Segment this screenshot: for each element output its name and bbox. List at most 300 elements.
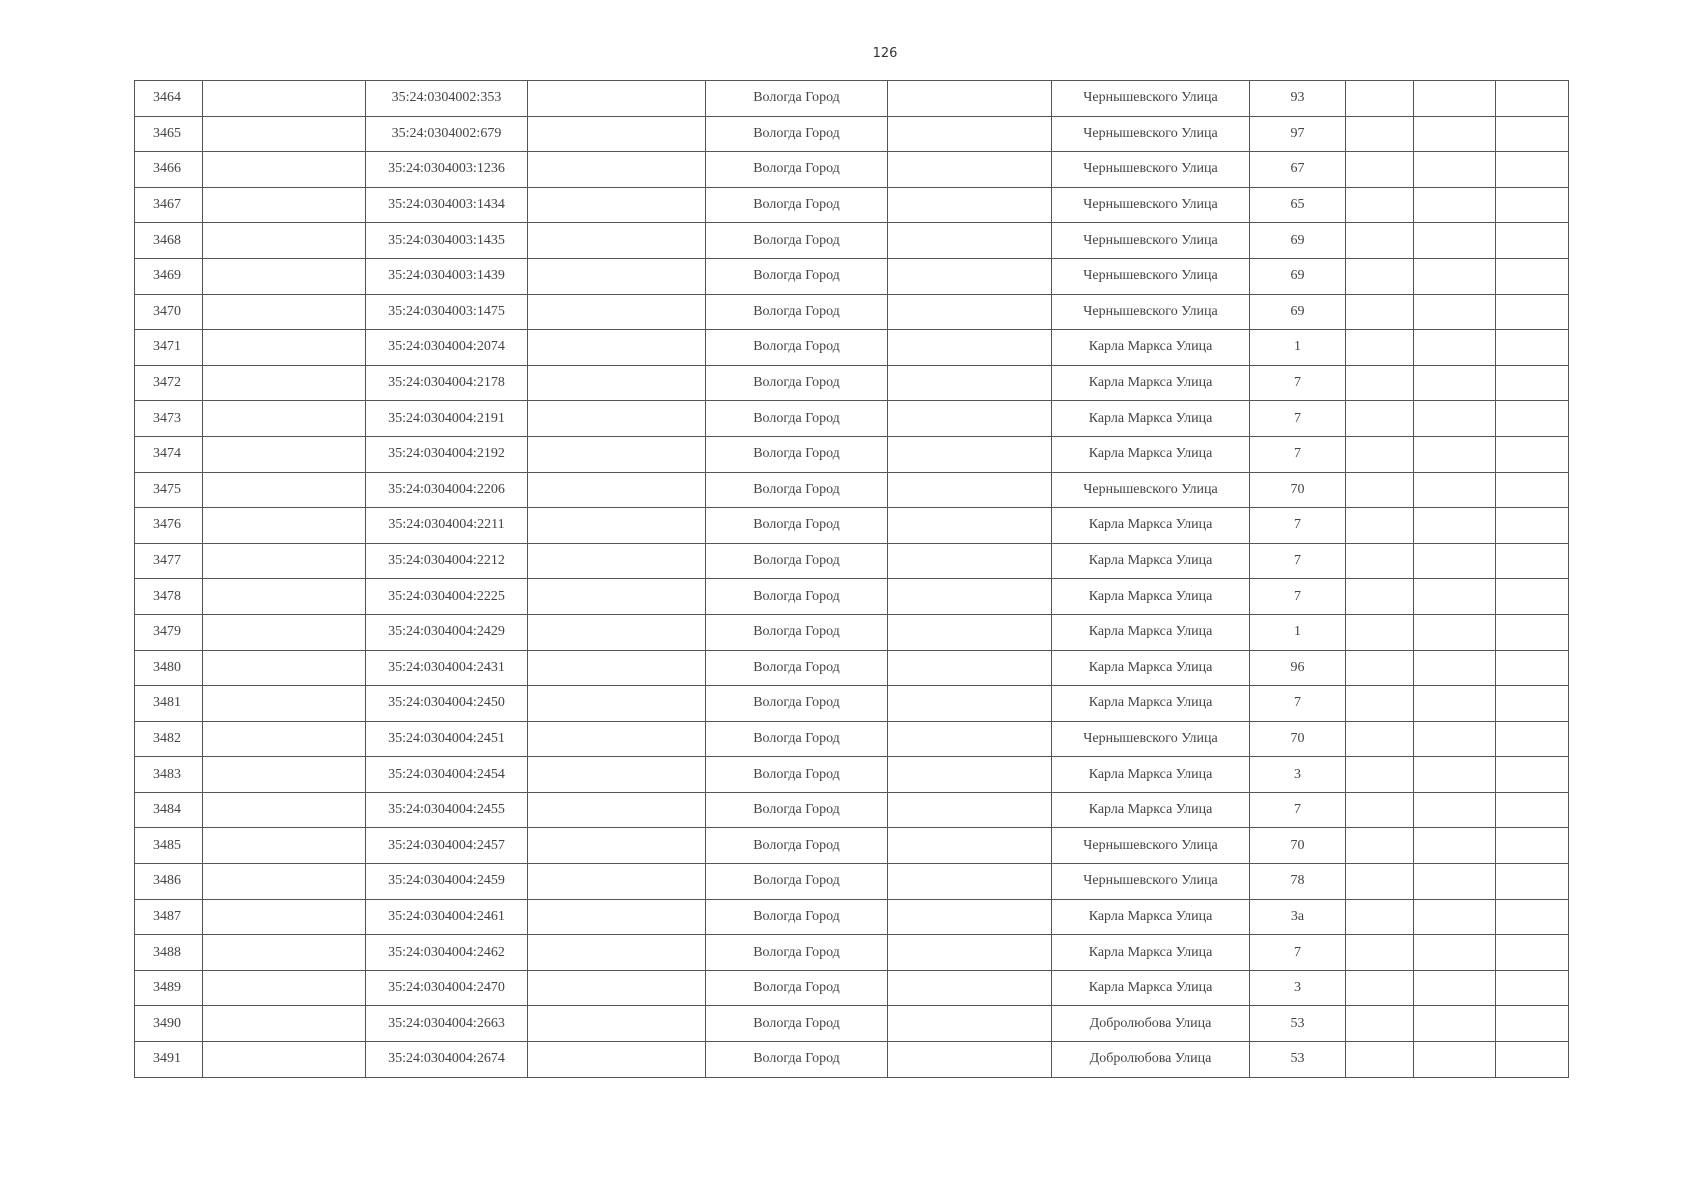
cell-empty-b [528,436,706,472]
cell-empty-a [203,579,366,615]
cell-empty-a [203,187,366,223]
cell-house-number: 69 [1250,223,1346,259]
cell-empty-c [888,116,1052,152]
cell-city: Вологда Город [706,1006,888,1042]
cell-empty-d [1346,258,1414,294]
cell-empty-e [1414,864,1496,900]
cell-empty-d [1346,81,1414,117]
cell-empty-a [203,152,366,188]
cell-city: Вологда Город [706,330,888,366]
cell-row-number: 3466 [135,152,203,188]
cell-empty-a [203,116,366,152]
cell-empty-c [888,686,1052,722]
cell-row-number: 3465 [135,116,203,152]
cell-empty-f [1496,258,1569,294]
cell-row-number: 3490 [135,1006,203,1042]
cell-city: Вологда Город [706,152,888,188]
cell-row-number: 3472 [135,365,203,401]
cell-street: Карла Маркса Улица [1052,579,1250,615]
cell-empty-d [1346,330,1414,366]
cell-row-number: 3475 [135,472,203,508]
cell-empty-f [1496,294,1569,330]
cell-city: Вологда Город [706,1042,888,1078]
cell-empty-d [1346,792,1414,828]
cell-row-number: 3473 [135,401,203,437]
cell-empty-c [888,935,1052,971]
table-row [135,935,1569,971]
cell-empty-d [1346,508,1414,544]
cell-empty-a [203,294,366,330]
cell-empty-d [1346,543,1414,579]
cell-empty-c [888,258,1052,294]
cell-empty-f [1496,116,1569,152]
cell-house-number: 67 [1250,152,1346,188]
cell-empty-b [528,152,706,188]
cell-empty-e [1414,1006,1496,1042]
table-row [135,365,1569,401]
cell-empty-f [1496,152,1569,188]
cell-empty-f [1496,365,1569,401]
cell-street: Карла Маркса Улица [1052,365,1250,401]
cell-cadastral-number: 35:24:0304004:2212 [366,543,528,579]
cell-street: Карла Маркса Улица [1052,330,1250,366]
cell-cadastral-number: 35:24:0304004:2450 [366,686,528,722]
cell-empty-c [888,864,1052,900]
cell-street: Карла Маркса Улица [1052,792,1250,828]
cell-empty-c [888,508,1052,544]
table-row [135,294,1569,330]
cell-cadastral-number: 35:24:0304004:2429 [366,614,528,650]
table-body [135,81,1569,1078]
cell-street: Карла Маркса Улица [1052,436,1250,472]
cell-house-number: 97 [1250,116,1346,152]
cell-empty-d [1346,650,1414,686]
cell-empty-c [888,721,1052,757]
cell-empty-b [528,365,706,401]
cell-cadastral-number: 35:24:0304004:2663 [366,1006,528,1042]
cell-street: Чернышевского Улица [1052,294,1250,330]
cell-cadastral-number: 35:24:0304004:2451 [366,721,528,757]
cell-row-number: 3482 [135,721,203,757]
cell-empty-b [528,543,706,579]
cell-empty-d [1346,1006,1414,1042]
cell-empty-e [1414,828,1496,864]
cell-empty-c [888,152,1052,188]
cell-city: Вологда Город [706,757,888,793]
cell-city: Вологда Город [706,508,888,544]
cell-empty-b [528,579,706,615]
cell-row-number: 3484 [135,792,203,828]
cell-street: Карла Маркса Улица [1052,543,1250,579]
cell-empty-f [1496,650,1569,686]
cell-empty-f [1496,899,1569,935]
table-row [135,401,1569,437]
table-row [135,899,1569,935]
cell-row-number: 3476 [135,508,203,544]
cell-empty-d [1346,899,1414,935]
cell-empty-d [1346,401,1414,437]
table-row [135,81,1569,117]
cell-empty-e [1414,792,1496,828]
cell-empty-d [1346,436,1414,472]
cell-cadastral-number: 35:24:0304004:2454 [366,757,528,793]
cell-empty-a [203,81,366,117]
cell-row-number: 3470 [135,294,203,330]
cell-empty-e [1414,81,1496,117]
cell-empty-d [1346,757,1414,793]
cell-row-number: 3491 [135,1042,203,1078]
cell-empty-a [203,935,366,971]
cell-empty-e [1414,223,1496,259]
cell-house-number: 7 [1250,579,1346,615]
cell-empty-a [203,223,366,259]
cell-city: Вологда Город [706,258,888,294]
cell-empty-c [888,223,1052,259]
cell-empty-d [1346,294,1414,330]
cell-house-number: 1 [1250,330,1346,366]
cell-empty-d [1346,579,1414,615]
cell-street: Карла Маркса Улица [1052,935,1250,971]
cell-cadastral-number: 35:24:0304004:2074 [366,330,528,366]
cell-street: Чернышевского Улица [1052,223,1250,259]
cell-city: Вологда Город [706,614,888,650]
cell-street: Добролюбова Улица [1052,1006,1250,1042]
cell-empty-c [888,1042,1052,1078]
cell-empty-b [528,294,706,330]
cell-empty-b [528,330,706,366]
cell-street: Чернышевского Улица [1052,187,1250,223]
table-row [135,792,1569,828]
cell-cadastral-number: 35:24:0304003:1434 [366,187,528,223]
cell-cadastral-number: 35:24:0304004:2470 [366,970,528,1006]
cell-city: Вологда Город [706,365,888,401]
cell-empty-a [203,472,366,508]
cell-street: Добролюбова Улица [1052,1042,1250,1078]
cell-empty-d [1346,365,1414,401]
cell-empty-d [1346,116,1414,152]
cell-empty-b [528,1042,706,1078]
cell-row-number: 3464 [135,81,203,117]
cell-cadastral-number: 35:24:0304003:1475 [366,294,528,330]
table-row [135,436,1569,472]
cell-empty-e [1414,401,1496,437]
cell-empty-e [1414,579,1496,615]
cell-street: Карла Маркса Улица [1052,650,1250,686]
cell-row-number: 3477 [135,543,203,579]
cell-empty-b [528,721,706,757]
cell-street: Чернышевского Улица [1052,152,1250,188]
cell-empty-b [528,650,706,686]
cell-empty-e [1414,116,1496,152]
cell-empty-e [1414,721,1496,757]
cell-city: Вологда Город [706,935,888,971]
cell-empty-c [888,436,1052,472]
cell-row-number: 3469 [135,258,203,294]
cell-empty-c [888,543,1052,579]
cell-house-number: 7 [1250,686,1346,722]
cell-empty-a [203,436,366,472]
table-row [135,152,1569,188]
cell-empty-c [888,828,1052,864]
cell-street: Чернышевского Улица [1052,116,1250,152]
cell-city: Вологда Город [706,579,888,615]
cell-empty-a [203,365,366,401]
cell-city: Вологда Город [706,686,888,722]
cell-city: Вологда Город [706,294,888,330]
cell-cadastral-number: 35:24:0304002:679 [366,116,528,152]
cell-empty-b [528,81,706,117]
cell-empty-b [528,614,706,650]
cell-empty-b [528,757,706,793]
cell-street: Чернышевского Улица [1052,81,1250,117]
cell-empty-f [1496,757,1569,793]
cell-row-number: 3489 [135,970,203,1006]
cell-row-number: 3483 [135,757,203,793]
cell-empty-c [888,401,1052,437]
cell-city: Вологда Город [706,828,888,864]
cell-empty-b [528,1006,706,1042]
cell-empty-c [888,579,1052,615]
table-row [135,472,1569,508]
cell-empty-d [1346,223,1414,259]
cell-city: Вологда Город [706,970,888,1006]
cell-empty-c [888,650,1052,686]
cell-empty-d [1346,472,1414,508]
cell-row-number: 3467 [135,187,203,223]
cell-cadastral-number: 35:24:0304004:2459 [366,864,528,900]
cell-empty-f [1496,864,1569,900]
page-number: 126 [872,46,898,61]
cell-empty-b [528,187,706,223]
cell-street: Чернышевского Улица [1052,721,1250,757]
cell-city: Вологда Город [706,543,888,579]
cell-empty-a [203,792,366,828]
cell-row-number: 3487 [135,899,203,935]
cell-cadastral-number: 35:24:0304003:1236 [366,152,528,188]
cell-empty-f [1496,81,1569,117]
cell-house-number: 69 [1250,258,1346,294]
cell-row-number: 3485 [135,828,203,864]
cell-empty-b [528,401,706,437]
cell-house-number: 70 [1250,828,1346,864]
cell-house-number: 7 [1250,365,1346,401]
cell-empty-f [1496,330,1569,366]
cell-empty-a [203,508,366,544]
cell-city: Вологда Город [706,116,888,152]
cell-cadastral-number: 35:24:0304004:2674 [366,1042,528,1078]
cell-city: Вологда Город [706,650,888,686]
cell-empty-f [1496,543,1569,579]
cell-empty-a [203,614,366,650]
table-row [135,828,1569,864]
cell-empty-f [1496,401,1569,437]
cell-house-number: 70 [1250,472,1346,508]
cell-empty-c [888,81,1052,117]
cell-cadastral-number: 35:24:0304002:353 [366,81,528,117]
cell-house-number: 53 [1250,1006,1346,1042]
cell-empty-b [528,472,706,508]
cell-empty-f [1496,721,1569,757]
cell-row-number: 3474 [135,436,203,472]
cell-empty-e [1414,330,1496,366]
table-row [135,508,1569,544]
table-row [135,187,1569,223]
cell-empty-c [888,330,1052,366]
table-row [135,116,1569,152]
cell-empty-f [1496,187,1569,223]
cell-empty-b [528,899,706,935]
table-row [135,258,1569,294]
cell-cadastral-number: 35:24:0304004:2462 [366,935,528,971]
cell-cadastral-number: 35:24:0304004:2206 [366,472,528,508]
cell-house-number: 78 [1250,864,1346,900]
table-row [135,579,1569,615]
cell-row-number: 3468 [135,223,203,259]
cell-cadastral-number: 35:24:0304004:2457 [366,828,528,864]
cell-house-number: 1 [1250,614,1346,650]
cell-city: Вологда Город [706,792,888,828]
cell-street: Чернышевского Улица [1052,258,1250,294]
cell-empty-d [1346,935,1414,971]
cell-cadastral-number: 35:24:0304003:1439 [366,258,528,294]
cell-empty-e [1414,614,1496,650]
cell-empty-b [528,935,706,971]
cell-empty-b [528,828,706,864]
cell-empty-a [203,543,366,579]
cell-empty-e [1414,935,1496,971]
cell-house-number: 7 [1250,401,1346,437]
cell-house-number: 69 [1250,294,1346,330]
cell-empty-d [1346,828,1414,864]
table-row [135,330,1569,366]
cell-empty-d [1346,614,1414,650]
cell-empty-a [203,864,366,900]
cell-row-number: 3486 [135,864,203,900]
cell-empty-b [528,223,706,259]
cell-empty-c [888,365,1052,401]
cell-empty-f [1496,508,1569,544]
cell-empty-a [203,686,366,722]
cell-street: Чернышевского Улица [1052,864,1250,900]
cell-empty-a [203,899,366,935]
cell-house-number: 53 [1250,1042,1346,1078]
cell-empty-d [1346,864,1414,900]
cell-empty-f [1496,686,1569,722]
cell-empty-a [203,258,366,294]
registry-table [134,80,1569,1078]
cell-empty-c [888,792,1052,828]
cell-house-number: 7 [1250,792,1346,828]
cell-empty-e [1414,543,1496,579]
cell-house-number: 65 [1250,187,1346,223]
cell-empty-d [1346,721,1414,757]
cell-street: Карла Маркса Улица [1052,970,1250,1006]
cell-empty-d [1346,970,1414,1006]
cell-empty-e [1414,436,1496,472]
cell-empty-a [203,650,366,686]
table-row [135,543,1569,579]
cell-empty-e [1414,508,1496,544]
cell-house-number: 7 [1250,508,1346,544]
cell-empty-e [1414,187,1496,223]
cell-empty-f [1496,935,1569,971]
cell-empty-c [888,757,1052,793]
cell-cadastral-number: 35:24:0304004:2225 [366,579,528,615]
cell-street: Карла Маркса Улица [1052,614,1250,650]
cell-empty-e [1414,970,1496,1006]
cell-empty-f [1496,828,1569,864]
cell-empty-f [1496,614,1569,650]
table-row [135,223,1569,259]
cell-street: Карла Маркса Улица [1052,508,1250,544]
cell-empty-e [1414,686,1496,722]
cell-row-number: 3481 [135,686,203,722]
table-row [135,721,1569,757]
cell-row-number: 3478 [135,579,203,615]
cell-empty-a [203,828,366,864]
cell-empty-e [1414,1042,1496,1078]
cell-street: Карла Маркса Улица [1052,686,1250,722]
cell-empty-f [1496,579,1569,615]
cell-empty-f [1496,792,1569,828]
cell-house-number: 3 [1250,757,1346,793]
cell-empty-f [1496,472,1569,508]
cell-empty-f [1496,223,1569,259]
cell-city: Вологда Город [706,401,888,437]
cell-cadastral-number: 35:24:0304004:2461 [366,899,528,935]
cell-empty-e [1414,294,1496,330]
cell-empty-c [888,899,1052,935]
cell-city: Вологда Город [706,472,888,508]
table-row [135,614,1569,650]
cell-empty-e [1414,258,1496,294]
cell-empty-b [528,970,706,1006]
cell-empty-a [203,1006,366,1042]
cell-empty-c [888,1006,1052,1042]
cell-cadastral-number: 35:24:0304004:2192 [366,436,528,472]
cell-empty-e [1414,757,1496,793]
cell-city: Вологда Город [706,899,888,935]
table-row [135,1042,1569,1078]
cell-street: Карла Маркса Улица [1052,401,1250,437]
cell-empty-b [528,792,706,828]
table-row [135,970,1569,1006]
cell-city: Вологда Город [706,864,888,900]
cell-empty-f [1496,970,1569,1006]
cell-empty-e [1414,472,1496,508]
cell-empty-b [528,864,706,900]
cell-empty-a [203,721,366,757]
cell-empty-a [203,757,366,793]
cell-empty-c [888,294,1052,330]
cell-street: Чернышевского Улица [1052,472,1250,508]
cell-empty-c [888,472,1052,508]
cell-house-number: 93 [1250,81,1346,117]
cell-city: Вологда Город [706,223,888,259]
cell-empty-d [1346,686,1414,722]
cell-cadastral-number: 35:24:0304004:2178 [366,365,528,401]
cell-row-number: 3479 [135,614,203,650]
cell-house-number: 3а [1250,899,1346,935]
cell-empty-f [1496,436,1569,472]
cell-city: Вологда Город [706,187,888,223]
cell-house-number: 7 [1250,436,1346,472]
cell-row-number: 3471 [135,330,203,366]
cell-empty-b [528,686,706,722]
cell-house-number: 7 [1250,543,1346,579]
cell-street: Чернышевского Улица [1052,828,1250,864]
cell-house-number: 96 [1250,650,1346,686]
